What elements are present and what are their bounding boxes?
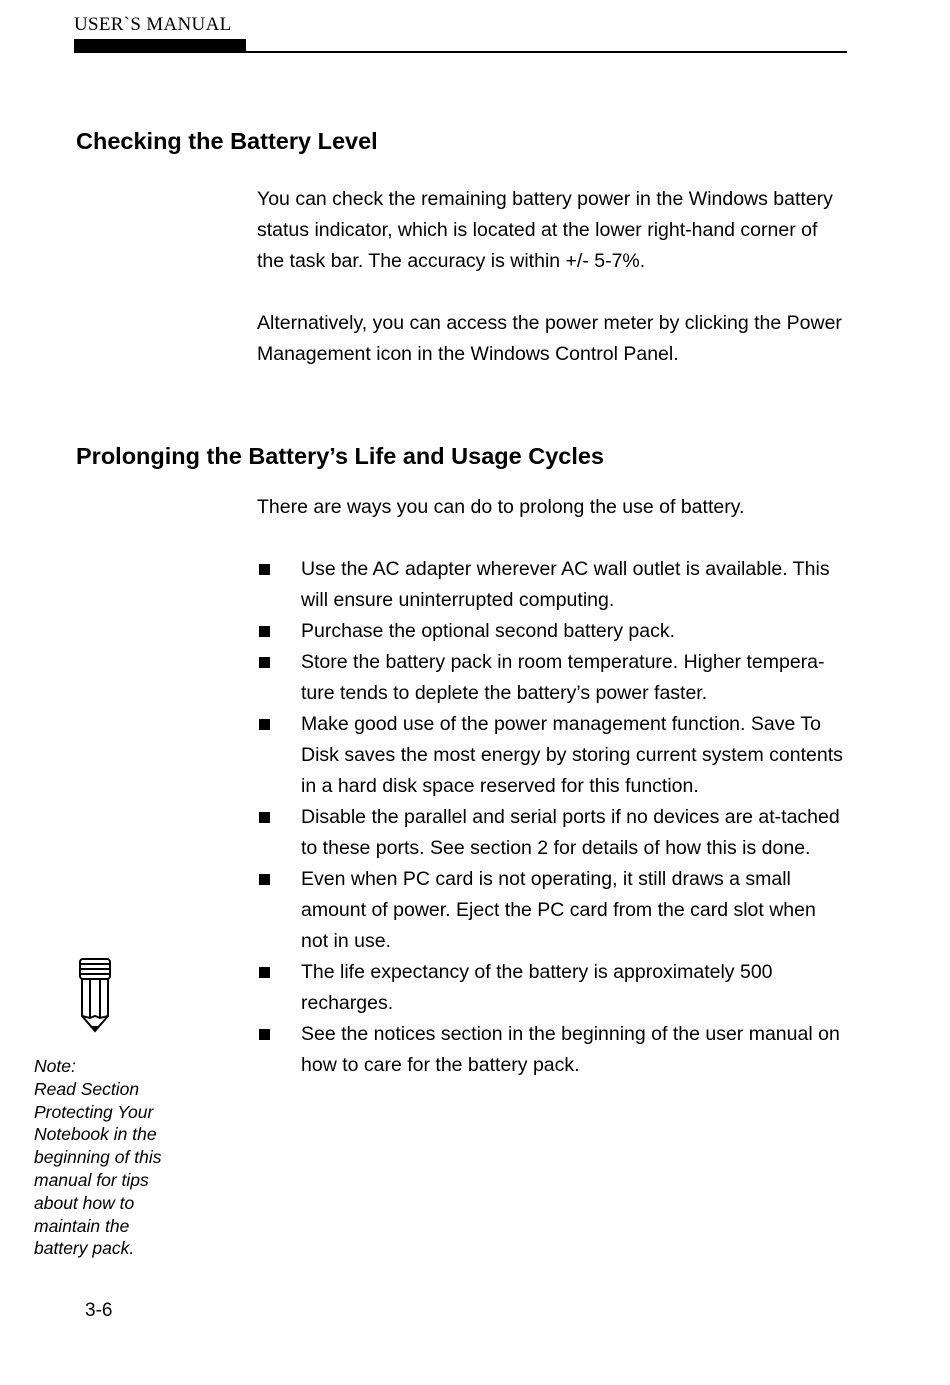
paragraph-power-meter: Alternatively, you can access the power meter by clicking the Power Management icon in the Windows Control Panel. [257,312,842,365]
list-item [257,554,847,616]
note-line: Read Section [34,1078,140,1099]
list-item-text: Even when PC card is not operating, it still draws a small amount of power. Eject the PC card from the card slot when not in use. [301,868,816,952]
square-bullet-icon [259,1029,270,1040]
square-bullet-icon [259,967,270,978]
list-item [257,1019,847,1081]
note-line: beginning of this [34,1147,162,1168]
square-bullet-icon [259,874,270,885]
list-item-text: Disable the parallel and serial ports if no devices are at-tached to these ports. See section 2 for details of how this is done. [301,806,840,859]
note-line: battery pack. [34,1238,135,1259]
list-item [257,616,847,647]
list-item-text: Make good use of the power management function. Save To Disk saves the most energy by storing current system contents in a hard disk space reserved for this function. [301,713,843,797]
list-item-text: Purchase the optional second battery pack. [301,620,675,642]
header-rule-thick [74,39,246,53]
note-line: Note: [34,1056,76,1076]
list-item [257,802,847,864]
running-header: USER`S MANUAL [74,14,232,35]
section-heading-prolonging-battery: Prolonging the Battery’s Life and Usage Cycles [76,443,605,469]
note-line: maintain the [34,1215,130,1236]
note-line: manual for tips [34,1169,149,1190]
note-line: Protecting Your [34,1101,154,1122]
header-rule [246,51,847,53]
paragraph-battery-indicator: You can check the remaining battery power in the Windows battery status indicator, which is located at the lower right-hand corner of the task bar. The accuracy is within +/- 5-7%. [257,188,833,272]
tips-list [257,554,847,1081]
square-bullet-icon [259,812,270,823]
square-bullet-icon [259,657,270,668]
section-heading-battery-level: Checking the Battery Level [76,128,378,154]
list-item-text: Use the AC adapter wherever AC wall outlet is available. This will ensure uninterrupted computing. [301,558,830,611]
square-bullet-icon [259,564,270,575]
list-item-text: The life expectancy of the battery is approximately 500 recharges. [301,961,773,1014]
pencil-icon [76,956,114,1034]
note-line: Notebook in the [34,1124,157,1145]
list-item [257,647,847,709]
list-item [257,709,847,802]
note-line: about how to [34,1192,135,1213]
list-item-text: Store the battery pack in room temperature. Higher tempera-ture tends to deplete the battery’s power faster. [301,651,825,704]
side-note [34,1055,214,1260]
list-item [257,957,847,1019]
paragraph-intro: There are ways you can do to prolong the use of battery. [257,496,745,518]
square-bullet-icon [259,626,270,637]
list-item-text: See the notices section in the beginning of the user manual on how to care for the battery pack. [301,1023,840,1076]
square-bullet-icon [259,719,270,730]
list-item [257,864,847,957]
page-number: 3-6 [85,1300,113,1321]
